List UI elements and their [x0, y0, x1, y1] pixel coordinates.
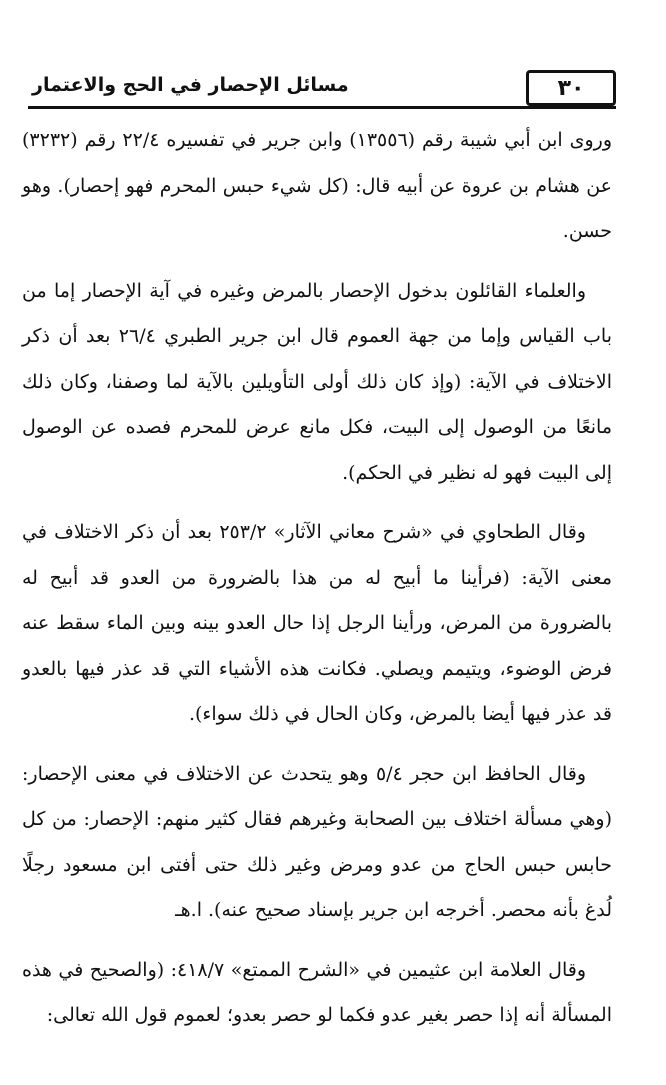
paragraph-2: والعلماء القائلون بدخول الإحصار بالمرض وغيره في آية الإحصار إما من باب القياس وإما من جهة العموم قال ابن جرير الطبري ٢٦/٤ بعد أن ذكر الاختلاف في الآية: (وإذ كان ذلك أولى التأويلين بالآية لما وصفنا، وكان ذلك مانعًا من الوصول إلى البيت، فكل مانع عرض للمحرم فصده عن الوصول إلى البيت فهو له نظير في الحكم).	[22, 279, 612, 484]
header-rule	[28, 106, 616, 109]
page-header	[22, 66, 618, 110]
paragraph-4: وقال الحافظ ابن حجر ٥/٤ وهو يتحدث عن الاختلاف في معنى الإحصار: (وهي مسألة اختلاف بين الصحابة وغيرهم فقال كثير منهم: الإحصار: من كل حابس حبس الحاج من عدو ومرض وغير ذلك حتى أفتى ابن مسعود رجلًا لُدغ بأنه محصر. أخرجه ابن جرير بإسناد صحيح عنه). ا.هـ	[22, 762, 612, 921]
page-number: ٣٠	[526, 70, 616, 106]
body-text	[22, 118, 612, 1053]
paragraph-1: وروى ابن أبي شيبة رقم (١٣٥٥٦) وابن جرير في تفسيره ٢٢/٤ رقم (٣٢٣٢) عن هشام بن عروة عن أبيه قال: (كل شيء حبس المحرم فهو إحصار). وهو حسن.	[22, 129, 612, 242]
running-title: مسائل الإحصار في الحج والاعتمار	[32, 74, 349, 96]
paragraph-5: وقال العلامة ابن عثيمين في «الشرح الممتع» ٤١٨/٧: (والصحيح في هذه المسألة أنه إذا حصر بغير عدو فكما لو حصر بعدو؛ لعموم قول الله تعالى:	[22, 958, 612, 1026]
paragraph-3: وقال الطحاوي في «شرح معاني الآثار» ٢٥٣/٢ بعد أن ذكر الاختلاف في معنى الآية: (فرأينا ما أبيح له من هذا بالضرورة من العدو قد أبيح له بالضرورة من المرض، ورأينا الرجل إذا حال العدو بينه وبين الماء سقط عنه فرض الوضوء، ويتيمم ويصلي. فكانت هذه الأشياء التي قد عذر فيها بالعدو قد عذر فيها أيضا بالمرض، وكان الحال في ذلك سواء).	[22, 521, 612, 725]
